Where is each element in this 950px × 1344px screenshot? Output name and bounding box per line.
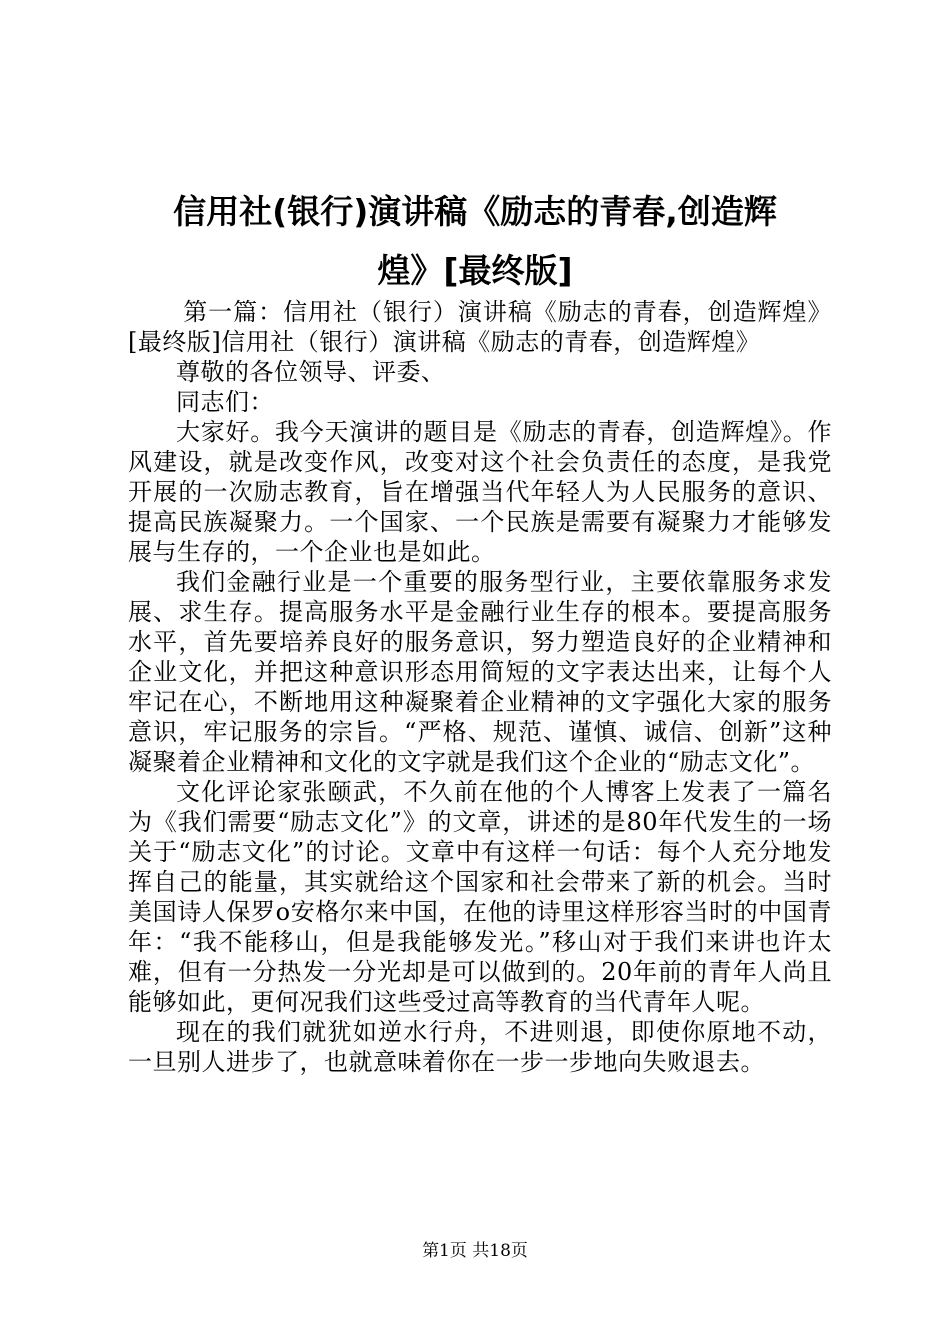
page-footer: 第1页 共18页 [422, 1241, 528, 1261]
paragraph-salutation: 尊敬的各位领导、评委、 [176, 358, 446, 386]
paragraph-greeting: 同志们： [176, 388, 274, 416]
document-body [128, 297, 832, 1077]
paragraph-finance-industry: 我们金融行业是一个重要的服务型行业，主要依靠服务求发展、求生存。提高服务水平是金融行业生存的根本。要提高服务水平，首先要培养良好的服务意识，努力塑造良好的企业精神和企业文化，并把这种意识形态用简短的文字表达出来，让每个人牢记在心，不断地用这种凝聚着企业精神的文字强化大家的服务意识，牢记服务的宗旨。“严格、规范、谨慎、诚信、创新”这种凝聚着企业精神和文化的文字就是我们这个企业的“励志文化”。 [128, 568, 832, 776]
paragraph-current-situation: 现在的我们就犹如逆水行舟，不进则退，即使你原地不动，一旦别人进步了，也就意味着你在一步一步地向失败退去。 [128, 1018, 832, 1076]
paragraph-intro: 大家好。我今天演讲的题目是《励志的青春，创造辉煌》。作风建设，就是改变作风，改变对这个社会负责任的态度，是我党开展的一次励志教育，旨在增强当代年轻人为人民服务的意识、提高民族凝聚力。一个国家、一个民族是需要有凝聚力才能够发展与生存的，一个企业也是如此。 [128, 418, 832, 566]
paragraph-section-heading: 第一篇：信用社（银行）演讲稿《励志的青春，创造辉煌》[最终版]信用社（银行）演讲稿《励志的青春，创造辉煌》 [128, 298, 832, 356]
title-line-2: 煌》[最终版] [377, 251, 573, 290]
document-title [120, 182, 830, 300]
title-line-1: 信用社(银行)演讲稿《励志的青春,创造辉 [173, 192, 777, 231]
paragraph-culture-critic: 文化评论家张颐武，不久前在他的个人博客上发表了一篇名为《我们需要“励志文化”》的文章，讲述的是80年代发生的一场关于“励志文化”的讨论。文章中有这样一句话：每个人充分地发挥自己的能量，其实就给这个国家和社会带来了新的机会。当时美国诗人保罗o安格尔来中国，在他的诗里这样形容当时的中国青年：“我不能移山，但是我能够发光。”移山对于我们来讲也许太难，但有一分热发一分光却是可以做到的。20年前的青年人尚且能够如此，更何况我们这些受过高等教育的当代青年人呢。 [128, 778, 832, 1016]
